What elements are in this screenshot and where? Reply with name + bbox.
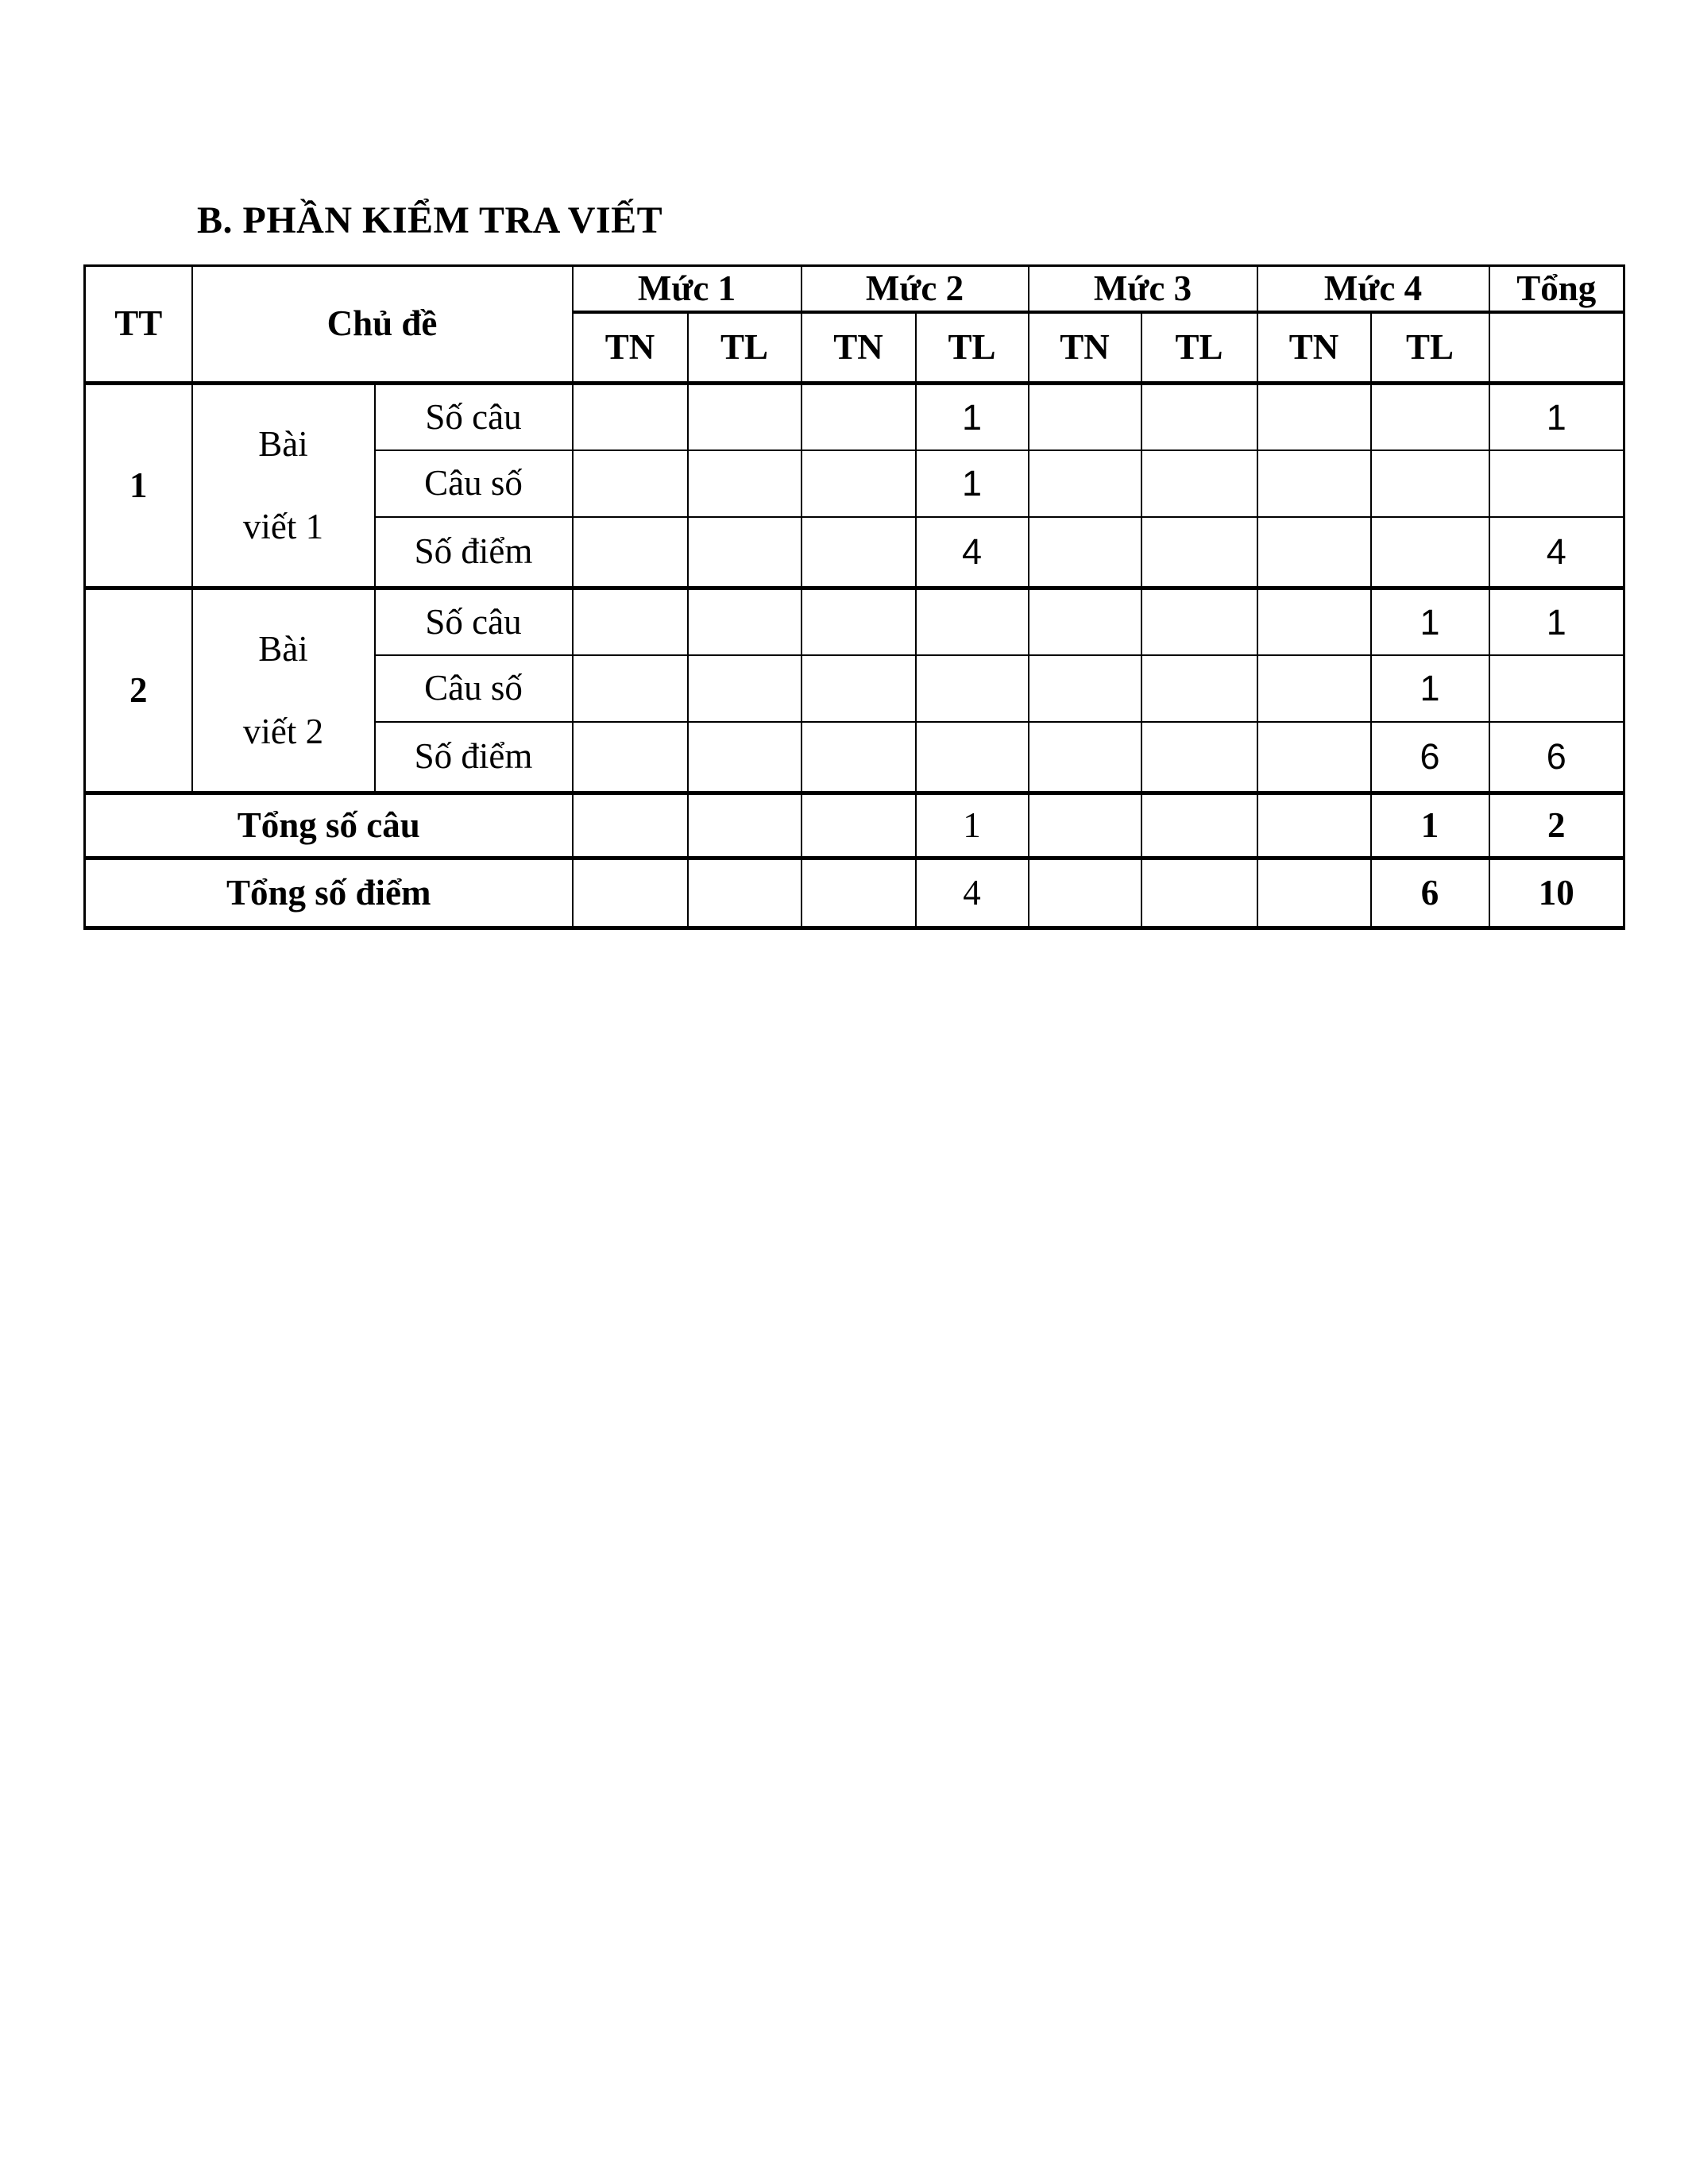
header-tt: TT [85, 266, 192, 384]
table-row-g1-so-cau [85, 384, 1624, 450]
cell-g2-topic [192, 588, 375, 793]
cell-g2-r2-m4-tl: 1 [1371, 655, 1489, 722]
cell-g2-r1-m4-tl: 1 [1371, 588, 1489, 655]
cell-t1-tong: 2 [1489, 793, 1624, 859]
cell-g1-r1-m2-tn [802, 384, 916, 450]
cell-g2-r2-tong [1489, 655, 1624, 722]
cell-g1-r3-m1-tn [573, 517, 688, 588]
cell-g2-r1-tong: 1 [1489, 588, 1624, 655]
table-row-tong-so-cau [85, 793, 1624, 859]
cell-g1-stt: 1 [85, 384, 192, 588]
cell-tong-so-diem-label: Tổng số điểm [85, 859, 573, 928]
cell-t1-m2-tn [802, 793, 916, 859]
cell-t2-m2-tl: 4 [916, 859, 1029, 928]
cell-g2-r3-tong: 6 [1489, 722, 1624, 793]
cell-t2-m4-tl: 6 [1371, 859, 1489, 928]
cell-g2-r1-m4-tn [1257, 588, 1371, 655]
cell-g2-r2-m3-tn [1029, 655, 1141, 722]
header-tong-spacer [1489, 312, 1624, 384]
test-matrix-table [83, 264, 1625, 930]
cell-g1-r1-m1-tn [573, 384, 688, 450]
cell-g2-r1-m2-tl [916, 588, 1029, 655]
header-muc2-tl: TL [916, 312, 1029, 384]
cell-g1-r3-label: Số điểm [375, 517, 573, 588]
cell-g1-r1-m1-tl [688, 384, 802, 450]
cell-g2-r1-label: Số câu [375, 588, 573, 655]
header-muc4-tn: TN [1257, 312, 1371, 384]
header-muc3-tn: TN [1029, 312, 1141, 384]
cell-g1-r2-m4-tl [1371, 450, 1489, 517]
cell-g2-r3-m1-tn [573, 722, 688, 793]
cell-t1-m1-tl [688, 793, 802, 859]
cell-t1-m1-tn [573, 793, 688, 859]
cell-g1-r2-m3-tn [1029, 450, 1141, 517]
cell-t2-tong: 10 [1489, 859, 1624, 928]
cell-g1-topic-line2: viết 1 [242, 506, 324, 546]
cell-t1-m3-tl [1141, 793, 1257, 859]
cell-g1-r1-label: Số câu [375, 384, 573, 450]
header-muc1-tn: TN [573, 312, 688, 384]
header-muc1-tl: TL [688, 312, 802, 384]
cell-g2-r3-m1-tl [688, 722, 802, 793]
cell-g2-r1-m1-tn [573, 588, 688, 655]
cell-t2-m3-tn [1029, 859, 1141, 928]
cell-g1-r3-m3-tl [1141, 517, 1257, 588]
cell-g1-r3-m2-tl: 4 [916, 517, 1029, 588]
cell-g1-topic-line1: Bài [258, 424, 308, 464]
cell-t2-m3-tl [1141, 859, 1257, 928]
cell-g2-r2-m2-tl [916, 655, 1029, 722]
cell-g2-r1-m1-tl [688, 588, 802, 655]
cell-t1-m2-tl: 1 [916, 793, 1029, 859]
cell-g1-r2-m3-tl [1141, 450, 1257, 517]
cell-g2-r3-label: Số điểm [375, 722, 573, 793]
cell-g1-r1-m4-tn [1257, 384, 1371, 450]
cell-t2-m2-tn [802, 859, 916, 928]
cell-g2-r3-m2-tl [916, 722, 1029, 793]
cell-g1-r1-m3-tn [1029, 384, 1141, 450]
cell-g1-r2-m1-tl [688, 450, 802, 517]
header-muc-1: Mức 1 [573, 266, 802, 312]
cell-g2-r2-m1-tn [573, 655, 688, 722]
cell-g1-r3-m4-tl [1371, 517, 1489, 588]
cell-t1-m3-tn [1029, 793, 1141, 859]
header-chu-de: Chủ đề [192, 266, 573, 384]
table-row-tong-so-diem [85, 859, 1624, 928]
cell-g1-r1-m3-tl [1141, 384, 1257, 450]
cell-g2-r3-m2-tn [802, 722, 916, 793]
cell-g2-topic-line2: viết 2 [242, 711, 324, 751]
cell-g2-r1-m2-tn [802, 588, 916, 655]
cell-g2-r2-label: Câu số [375, 655, 573, 722]
header-row-levels [85, 266, 1624, 312]
cell-g1-r2-label: Câu số [375, 450, 573, 517]
cell-t1-m4-tl: 1 [1371, 793, 1489, 859]
cell-tong-so-cau-label: Tổng số câu [85, 793, 573, 859]
cell-g1-r3-m2-tn [802, 517, 916, 588]
cell-g2-r1-m3-tl [1141, 588, 1257, 655]
header-muc-2: Mức 2 [802, 266, 1029, 312]
cell-g2-r2-m1-tl [688, 655, 802, 722]
cell-g2-topic-line1: Bài [258, 629, 308, 669]
cell-g2-r2-m3-tl [1141, 655, 1257, 722]
cell-t2-m1-tn [573, 859, 688, 928]
cell-g1-r2-m1-tn [573, 450, 688, 517]
cell-g1-r2-m2-tn [802, 450, 916, 517]
cell-t1-m4-tn [1257, 793, 1371, 859]
cell-g1-r1-m4-tl [1371, 384, 1489, 450]
cell-g2-r2-m4-tn [1257, 655, 1371, 722]
cell-g2-r3-m3-tn [1029, 722, 1141, 793]
cell-g2-r3-m3-tl [1141, 722, 1257, 793]
cell-g1-r3-m1-tl [688, 517, 802, 588]
cell-g1-r1-m2-tl: 1 [916, 384, 1029, 450]
cell-g1-r3-m3-tn [1029, 517, 1141, 588]
cell-g1-r2-m4-tn [1257, 450, 1371, 517]
cell-g2-r2-m2-tn [802, 655, 916, 722]
header-muc-3: Mức 3 [1029, 266, 1257, 312]
cell-g2-stt: 2 [85, 588, 192, 793]
cell-g2-r3-m4-tn [1257, 722, 1371, 793]
cell-g1-r2-tong [1489, 450, 1624, 517]
cell-g1-r3-m4-tn [1257, 517, 1371, 588]
header-tong: Tổng [1489, 266, 1624, 312]
cell-g1-r1-tong: 1 [1489, 384, 1624, 450]
cell-g2-r3-m4-tl: 6 [1371, 722, 1489, 793]
cell-g1-r2-m2-tl: 1 [916, 450, 1029, 517]
cell-t2-m4-tn [1257, 859, 1371, 928]
cell-t2-m1-tl [688, 859, 802, 928]
table-row-g2-so-cau [85, 588, 1624, 655]
cell-g1-r3-tong: 4 [1489, 517, 1624, 588]
header-muc-4: Mức 4 [1257, 266, 1489, 312]
cell-g1-topic [192, 384, 375, 588]
header-muc3-tl: TL [1141, 312, 1257, 384]
header-muc4-tl: TL [1371, 312, 1489, 384]
page-title: B. PHẦN KIỂM TRA VIẾT [197, 199, 663, 241]
cell-g2-r1-m3-tn [1029, 588, 1141, 655]
header-muc2-tn: TN [802, 312, 916, 384]
